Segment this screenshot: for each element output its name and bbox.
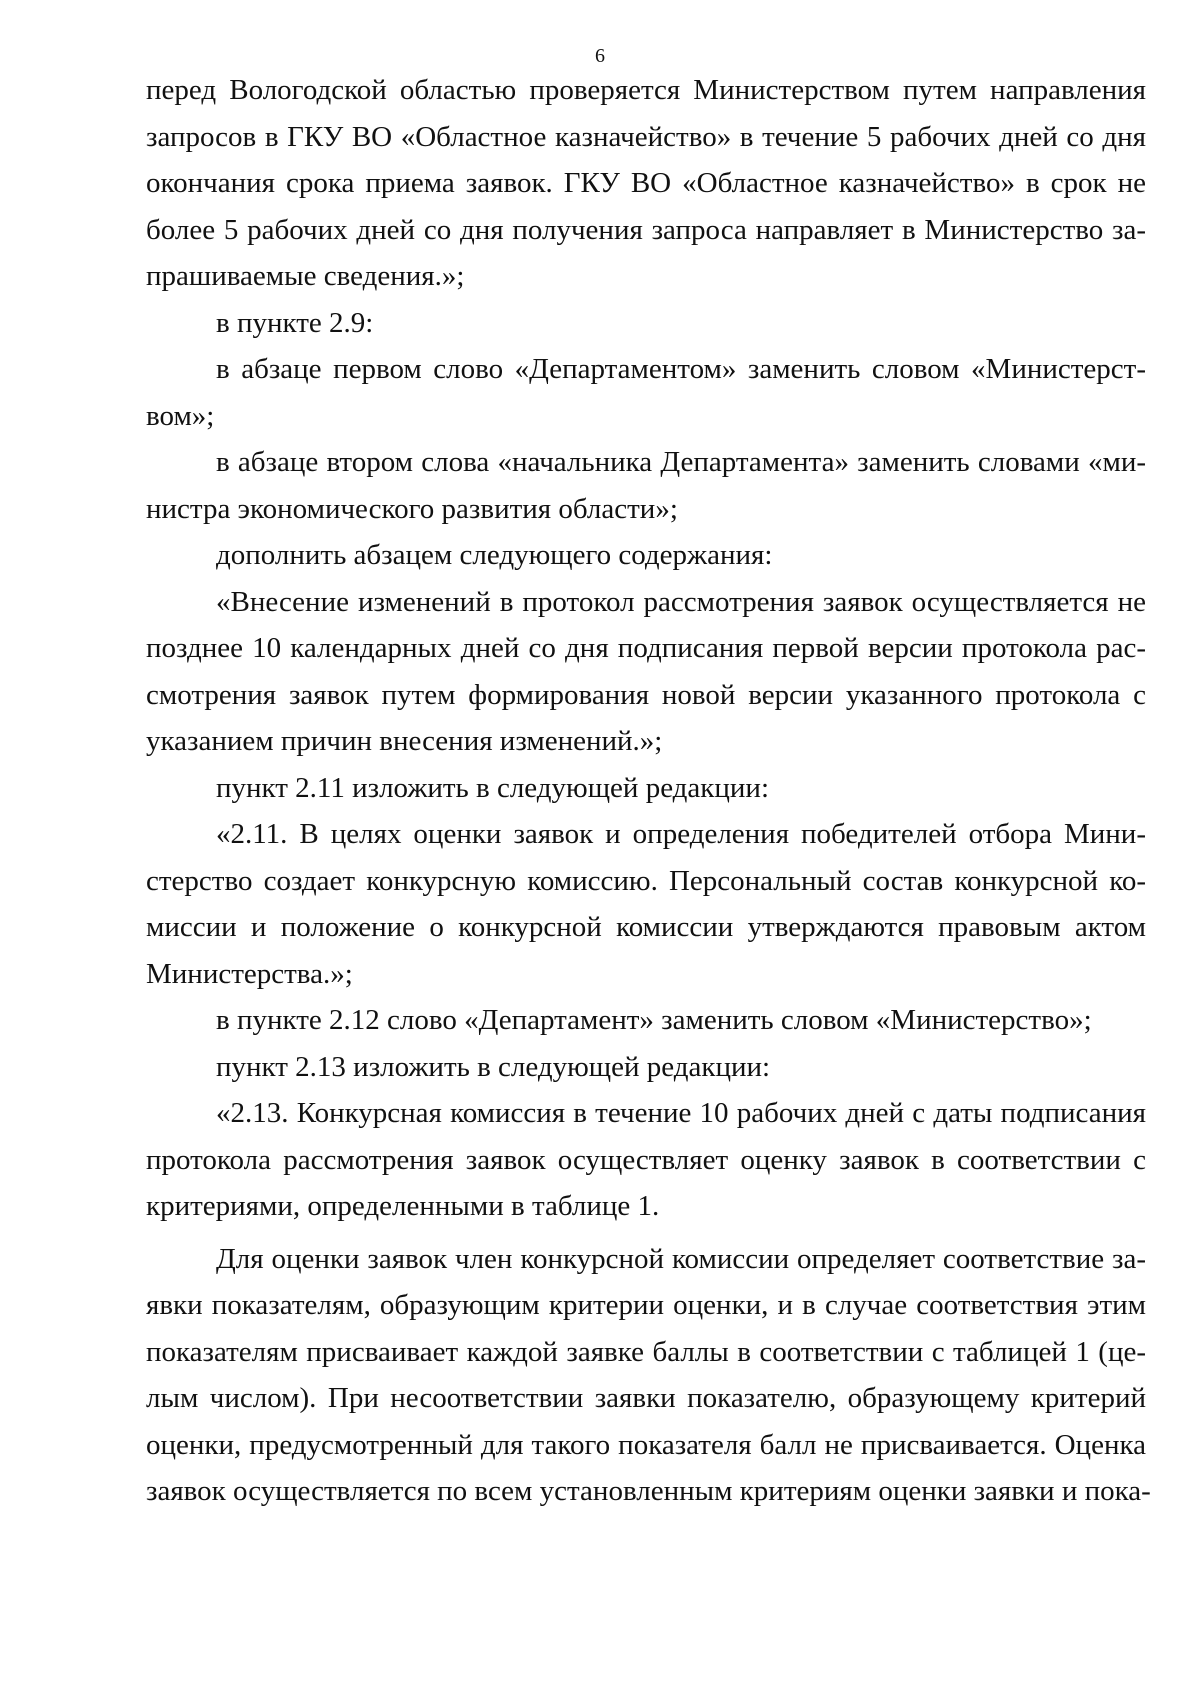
text-line: дополнить абзацем следующего содержания:: [216, 539, 773, 571]
text-line: позднее 10 календарных дней со дня подписания первой версии протокола рас-: [146, 632, 1146, 664]
text-line: Министерства.»;: [146, 957, 353, 990]
text-line: смотрения заявок путем формирования новой версии указанного протокола с: [146, 678, 1146, 711]
text-line: пункт 2.11 изложить в следующей редакции:: [216, 771, 770, 804]
text-line: запросов в ГКУ ВО «Областное казначейство» в течение 5 рабочих дней со дня: [146, 120, 1146, 153]
text-line: нистра экономического развития области»;: [146, 492, 678, 525]
text-line: миссии и положение о конкурсной комиссии утверждаются правовым актом: [146, 911, 1146, 943]
text-line: показателям присваивает каждой заявке баллы в соответствии с таблицей 1 (це-: [146, 1335, 1146, 1368]
text-line: явки показателям, образующим критерии оценки, и в случае соответствия этим: [146, 1289, 1146, 1321]
text-line: заявок осуществляется по всем установленным критериям оценки заявки и пока-: [146, 1475, 1151, 1507]
text-line: оценки, предусмотренный для такого показателя балл не присваивается. Оценка: [146, 1428, 1146, 1461]
document-body: [146, 67, 1151, 1515]
text-line: вом»;: [146, 399, 215, 432]
text-line: стерство создает конкурсную комиссию. Персональный состав конкурсной ко-: [146, 864, 1146, 897]
text-line: Для оценки заявок член конкурсной комиссии определяет соответствие за-: [216, 1242, 1146, 1275]
text-line: протокола рассмотрения заявок осуществляет оценку заявок в соответствии с: [146, 1143, 1146, 1176]
page-number: 6: [595, 45, 605, 67]
text-line: указанием причин внесения изменений.»;: [146, 725, 663, 757]
text-line: пункт 2.13 изложить в следующей редакции:: [216, 1050, 771, 1083]
text-line: перед Вологодской областью проверяется Министерством путем направления: [146, 74, 1146, 106]
text-line: «2.11. В целях оценки заявок и определения победителей отбора Мини-: [216, 818, 1146, 850]
text-line: лым числом). При несоответствии заявки показателю, образующему критерий: [146, 1382, 1146, 1414]
text-line: «Внесение изменений в протокол рассмотрения заявок осуществляется не: [216, 585, 1146, 618]
text-line: критериями, определенными в таблице 1.: [146, 1190, 660, 1222]
text-line: «2.13. Конкурсная комиссия в течение 10 рабочих дней с даты подписания: [216, 1097, 1146, 1129]
text-line: в пункте 2.12 слово «Департамент» заменить словом «Министерство»;: [216, 1004, 1092, 1036]
text-line: окончания срока приема заявок. ГКУ ВО «Областное казначейство» в срок не: [146, 167, 1146, 199]
text-line: в пункте 2.9:: [216, 306, 374, 339]
text-line: более 5 рабочих дней со дня получения запроса направляет в Министерство за-: [146, 213, 1146, 246]
text-line: в абзаце втором слова «начальника Департамента» заменить словами «ми-: [216, 446, 1146, 478]
text-line: в абзаце первом слово «Департаментом» заменить словом «Министерст-: [216, 353, 1146, 385]
text-line: прашиваемые сведения.»;: [146, 260, 465, 292]
